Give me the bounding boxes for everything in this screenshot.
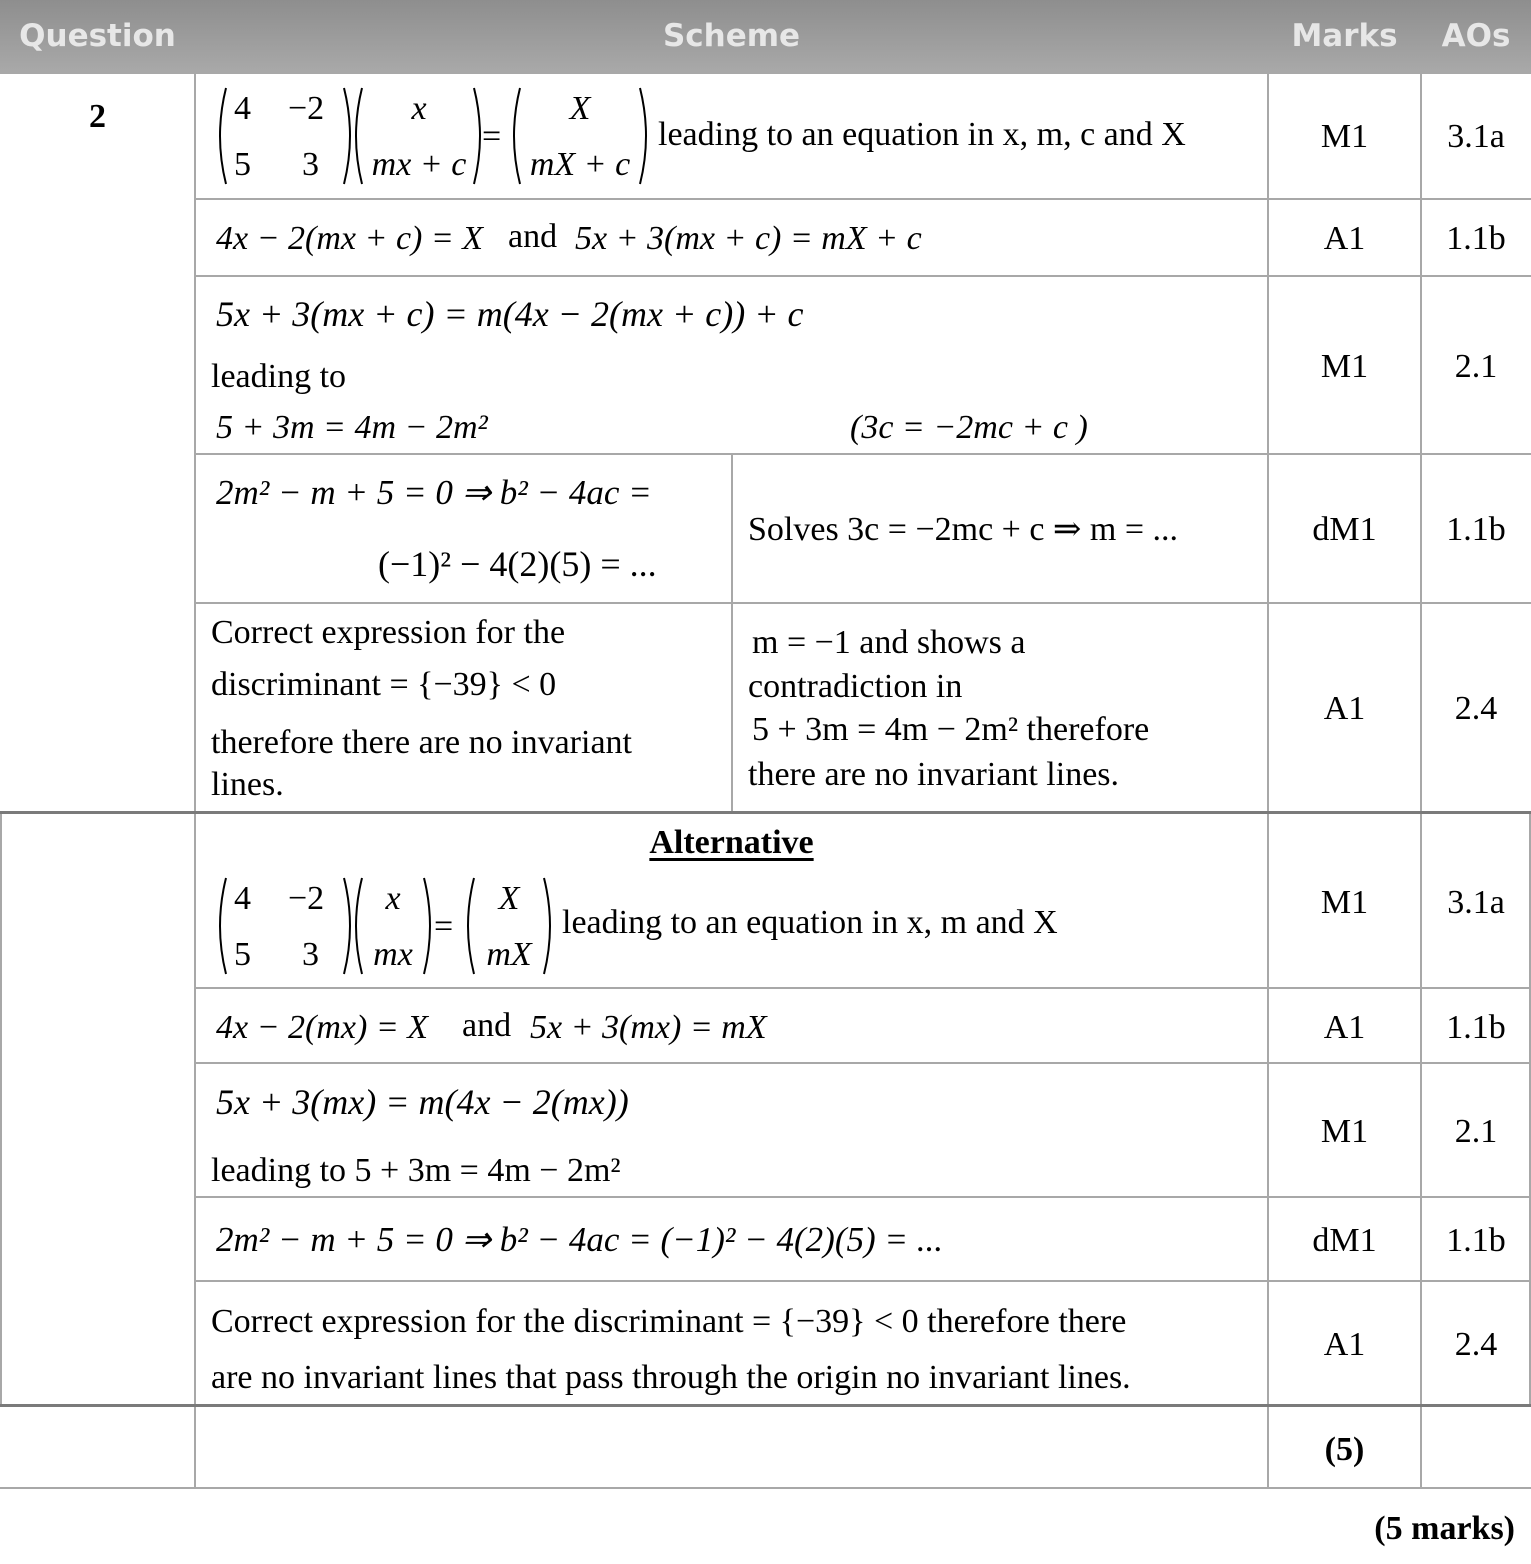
alt-row-1-mark: M1 — [1320, 884, 1369, 921]
row-5-right-line: there are no invariant lines. — [748, 756, 1120, 793]
row-4-right: Solves 3c = −2mc + c ⇒ m = ... — [748, 511, 1179, 548]
alt-matrix-a21: 5 — [234, 936, 251, 973]
alt-vector-out-top: X — [498, 880, 520, 917]
header-scheme: Scheme — [662, 18, 801, 54]
alt-matrix-a22: 3 — [302, 936, 319, 973]
row-4-left2: (−1)² − 4(2)(5) = ... — [378, 544, 657, 584]
row-4-left1: 2m² − m + 5 = 0 ⇒ b² − 4ac = — [216, 473, 652, 512]
row-2-ao: 1.1b — [1446, 220, 1506, 257]
row-3-mark: M1 — [1320, 348, 1369, 385]
alt-vector-out-bottom: mX — [486, 936, 532, 973]
alt-row-5-ao: 2.4 — [1454, 1326, 1498, 1363]
row-5-left-line: therefore there are no invariant — [211, 724, 632, 761]
row-5-mark: A1 — [1323, 690, 1366, 727]
row-5-left-line: Correct expression for the — [211, 614, 566, 651]
alt-row-1-ao: 3.1a — [1447, 884, 1505, 921]
row-5-right-line: 5 + 3m = 4m − 2m² therefore — [752, 711, 1150, 748]
alt-row-2-ao: 1.1b — [1446, 1009, 1506, 1046]
row-5-right-line: m = −1 and shows a — [752, 624, 1026, 661]
alt-row-2-eq2: 5x + 3(mx) = mX — [530, 1009, 767, 1046]
question-number: 2 — [89, 98, 106, 135]
equals-sign: = — [482, 118, 502, 155]
alt-row-5-mark: A1 — [1323, 1326, 1366, 1363]
vector-in-top: x — [411, 90, 427, 127]
matrix-a11: 4 — [234, 90, 251, 127]
row-3-line3: 5 + 3m = 4m − 2m² — [216, 409, 488, 446]
alt-row-5-line: are no invariant lines that pass through the origin no invariant lines. — [211, 1359, 1131, 1396]
row-2-mark: A1 — [1323, 220, 1366, 257]
row-1-ao: 3.1a — [1447, 118, 1505, 155]
alt-equals-sign: = — [434, 908, 454, 945]
alt-matrix-a12: −2 — [288, 880, 325, 917]
row-5-ao: 2.4 — [1454, 690, 1498, 727]
row-3-line3b: (3c = −2mc + c ) — [850, 409, 1088, 446]
vector-out-top: X — [569, 90, 591, 127]
alternative-heading: Alternative — [649, 824, 814, 861]
header-question: Question — [19, 18, 176, 54]
alt-row-4-ao: 1.1b — [1446, 1222, 1506, 1259]
alt-row-5-line: Correct expression for the discriminant = {−39} < 0 therefore there — [211, 1303, 1127, 1340]
alt-row-3-line2: leading to 5 + 3m = 4m − 2m² — [211, 1152, 621, 1189]
row-5-left-line: lines. — [211, 766, 284, 803]
alt-row-2-eq1: 4x − 2(mx) = X — [216, 1009, 429, 1046]
alt-row-3-line1: 5x + 3(mx) = m(4x − 2(mx)) — [216, 1082, 629, 1122]
row-2-and: and — [508, 218, 558, 255]
row-4-mark: dM1 — [1312, 511, 1377, 548]
matrix-a12: −2 — [288, 90, 325, 127]
alt-row-4-mark: dM1 — [1312, 1222, 1377, 1259]
row-2-eq1: 4x − 2(mx + c) = X — [216, 220, 484, 257]
alt-row-4-line: 2m² − m + 5 = 0 ⇒ b² − 4ac = (−1)² − 4(2)(5) = ... — [216, 1220, 944, 1259]
alt-row-2-and: and — [462, 1007, 512, 1044]
matrix-equation — [212, 84, 652, 188]
total-marks: (5) — [1324, 1431, 1365, 1468]
table-header — [0, 0, 1531, 73]
row-5-right-line: contradiction in — [748, 668, 963, 705]
alt-row-2-mark: A1 — [1323, 1009, 1366, 1046]
row-1-mark: M1 — [1320, 118, 1369, 155]
row-3-line2: leading to — [211, 358, 347, 395]
row-5-left-line: discriminant = {−39} < 0 — [211, 666, 557, 703]
alt-row-3-mark: M1 — [1320, 1113, 1369, 1150]
matrix-a22: 3 — [302, 146, 319, 183]
alt-row-1-text: leading to an equation in x, m and X — [562, 904, 1058, 941]
alt-vector-in-top: x — [385, 880, 401, 917]
vector-in-bottom: mx + c — [371, 146, 467, 183]
vector-out-bottom: mX + c — [529, 146, 631, 183]
row-3-line1: 5x + 3(mx + c) = m(4x − 2(mx + c)) + c — [216, 294, 804, 334]
alt-row-3-ao: 2.1 — [1454, 1113, 1498, 1150]
alt-matrix-a11: 4 — [234, 880, 251, 917]
header-aos: AOs — [1441, 18, 1511, 54]
row-4-ao: 1.1b — [1446, 511, 1506, 548]
alt-vector-in-bottom: mx — [373, 936, 413, 973]
row-2-eq2: 5x + 3(mx + c) = mX + c — [575, 220, 922, 257]
row-1-text: leading to an equation in x, m, c and X — [658, 116, 1186, 153]
header-marks: Marks — [1291, 18, 1398, 54]
matrix-a21: 5 — [234, 146, 251, 183]
footer-marks: (5 marks) — [1374, 1510, 1515, 1547]
alt-matrix-equation — [212, 874, 557, 978]
row-3-ao: 2.1 — [1454, 348, 1498, 385]
